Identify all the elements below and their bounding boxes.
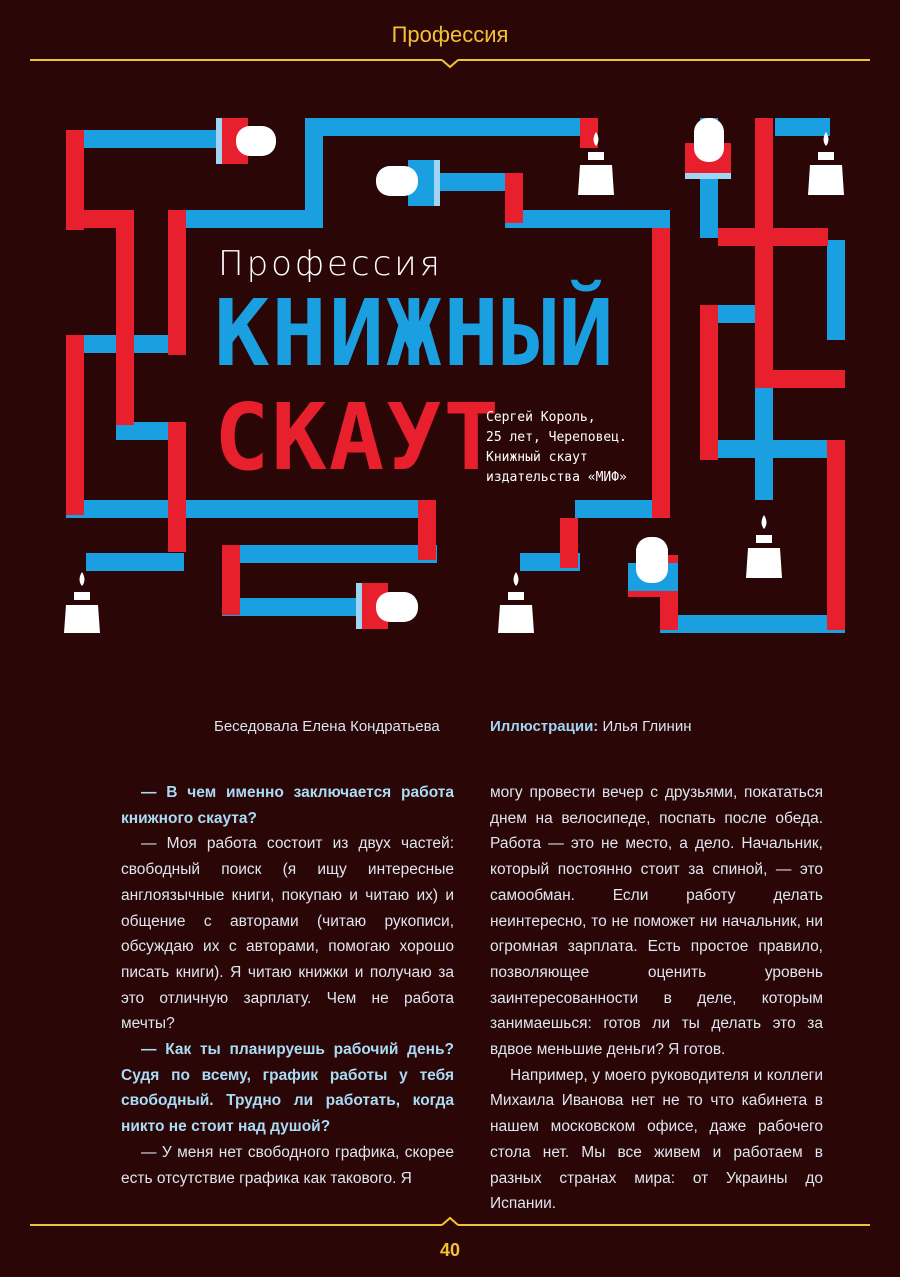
hero-kicker: Профессия [218, 244, 443, 284]
top-divider [30, 56, 870, 72]
hand-stamp-icon [356, 583, 418, 629]
bottom-divider [30, 1214, 870, 1230]
hand-stamp-icon [216, 118, 276, 164]
ink-bottle-icon [498, 572, 534, 633]
hand-stamp-icon [685, 118, 731, 179]
interview-answer: Например, у моего руководителя и коллеги Михаила Иванова нет не то что кабинета в нашем московском офисе, даже рабочего стола нет. Мы все живем и работаем в разных странах мира: от Украины до Испании. [490, 1066, 823, 1213]
hero-title-line2: СКАУТ [214, 384, 501, 491]
article-column-right [490, 780, 823, 1217]
hand-stamp-icon [628, 537, 678, 597]
interviewer-credit: Беседовала Елена Кондратьева [214, 718, 440, 735]
illustrations-name: Илья Глинин [602, 718, 692, 735]
interview-question: — Как ты планируешь рабочий день? Судя по всему, график работы у тебя свободный. Трудно ли работать, когда никто не стоит над душой? [121, 1041, 454, 1136]
ink-bottle-icon [808, 132, 844, 195]
interview-question: — В чем именно заключается работа книжного скаута? [121, 784, 454, 827]
page-number: 40 [439, 1240, 461, 1260]
illustrations-label: Иллюстрации: [490, 718, 599, 735]
ink-bottle-icon [746, 515, 782, 578]
interview-answer-continuation: могу провести вечер с друзьями, покататься днем на велосипеде, поспать после обеда. Работа — это не место, а дело. Начальник, который постоянно стоит за спиной, — это самообман. Если работу делать неинтересно, то не поможет ни начальник, ни огромная зарплата. Есть простое правило, позволяющее оценить уровень заинтересованности в деле, которым занимаешься: готов ли ты делать это за вдвое меньшие деньги? Я готов. [490, 784, 823, 1059]
interview-answer: — Моя работа состоит из двух частей: свободный поиск (я ищу интересные англоязычные книги, покупаю и читаю их) и общение с авторами (читаю рукописи, обсуждаю их с авторами, помогаю хорошо писать книги). Я читаю книжки и получаю за это отличную зарплату. Чем не работа мечты? [121, 835, 454, 1033]
section-title: Профессия [391, 22, 509, 47]
illustrations-credit [490, 718, 691, 735]
hero-title-line1: КНИЖНЫЙ [214, 280, 616, 387]
ink-bottle-icon [64, 572, 100, 633]
hand-stamp-icon [376, 160, 440, 206]
article-column-left [121, 780, 454, 1191]
hero-caption: Сергей Король, 25 лет, Череповец. Книжный скаут издательства «МИФ» [486, 410, 627, 485]
interview-answer: — У меня нет свободного графика, скорее есть отсутствие графика как такового. Я [121, 1143, 454, 1187]
